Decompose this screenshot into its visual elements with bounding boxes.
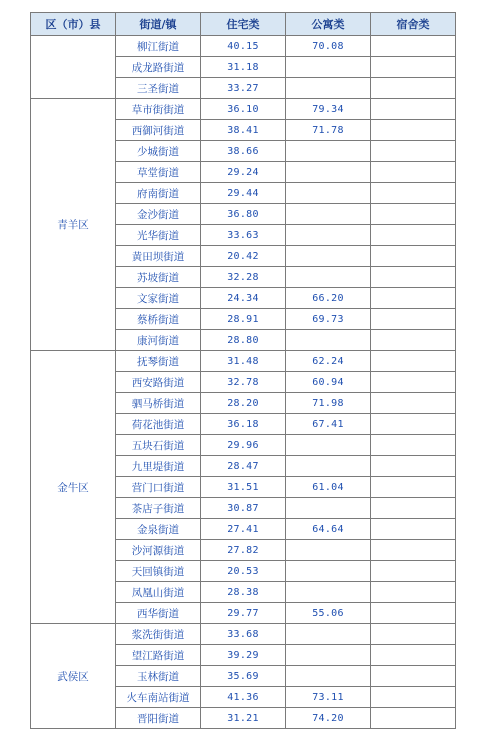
dormitory-price-cell — [371, 393, 456, 414]
apartment-price-cell: 62.24 — [286, 351, 371, 372]
apartment-price-cell — [286, 225, 371, 246]
street-cell: 草市街街道 — [116, 99, 201, 120]
dormitory-price-cell — [371, 267, 456, 288]
street-cell: 晋阳街道 — [116, 708, 201, 729]
dormitory-price-cell — [371, 540, 456, 561]
residential-price-cell: 24.34 — [201, 288, 286, 309]
street-cell: 沙河源街道 — [116, 540, 201, 561]
table-row — [31, 351, 456, 372]
street-cell: 府南街道 — [116, 183, 201, 204]
street-cell: 九里堤街道 — [116, 456, 201, 477]
residential-price-cell: 31.51 — [201, 477, 286, 498]
street-cell: 康河街道 — [116, 330, 201, 351]
street-cell: 黄田坝街道 — [116, 246, 201, 267]
street-cell: 天回镇街道 — [116, 561, 201, 582]
district-cell: 武侯区 — [31, 624, 116, 729]
apartment-price-cell — [286, 78, 371, 99]
header-district: 区（市）县 — [31, 13, 116, 36]
residential-price-cell: 28.47 — [201, 456, 286, 477]
table-row — [31, 99, 456, 120]
dormitory-price-cell — [371, 498, 456, 519]
residential-price-cell: 29.96 — [201, 435, 286, 456]
apartment-price-cell — [286, 246, 371, 267]
dormitory-price-cell — [371, 141, 456, 162]
dormitory-price-cell — [371, 603, 456, 624]
apartment-price-cell — [286, 645, 371, 666]
street-cell: 五块石街道 — [116, 435, 201, 456]
residential-price-cell: 27.41 — [201, 519, 286, 540]
header-dormitory: 宿舍类 — [371, 13, 456, 36]
street-cell: 柳江街道 — [116, 36, 201, 57]
street-cell: 荷花池街道 — [116, 414, 201, 435]
dormitory-price-cell — [371, 309, 456, 330]
apartment-price-cell: 71.78 — [286, 120, 371, 141]
apartment-price-cell — [286, 666, 371, 687]
residential-price-cell: 29.44 — [201, 183, 286, 204]
residential-price-cell: 38.66 — [201, 141, 286, 162]
residential-price-cell: 40.15 — [201, 36, 286, 57]
residential-price-cell: 33.63 — [201, 225, 286, 246]
apartment-price-cell — [286, 183, 371, 204]
table-row — [31, 624, 456, 645]
dormitory-price-cell — [371, 225, 456, 246]
dormitory-price-cell — [371, 645, 456, 666]
dormitory-price-cell — [371, 78, 456, 99]
dormitory-price-cell — [371, 582, 456, 603]
apartment-price-cell: 74.20 — [286, 708, 371, 729]
dormitory-price-cell — [371, 120, 456, 141]
residential-price-cell: 36.10 — [201, 99, 286, 120]
dormitory-price-cell — [371, 288, 456, 309]
residential-price-cell: 35.69 — [201, 666, 286, 687]
residential-price-cell: 20.53 — [201, 561, 286, 582]
street-cell: 浆洗街街道 — [116, 624, 201, 645]
street-cell: 金泉街道 — [116, 519, 201, 540]
district-cell: 青羊区 — [31, 99, 116, 351]
street-cell: 蔡桥街道 — [116, 309, 201, 330]
apartment-price-cell — [286, 204, 371, 225]
street-cell: 光华街道 — [116, 225, 201, 246]
residential-price-cell: 32.78 — [201, 372, 286, 393]
residential-price-cell: 31.18 — [201, 57, 286, 78]
dormitory-price-cell — [371, 708, 456, 729]
street-cell: 文家街道 — [116, 288, 201, 309]
street-cell: 三圣街道 — [116, 78, 201, 99]
dormitory-price-cell — [371, 561, 456, 582]
table-header — [31, 13, 456, 36]
street-cell: 凤凰山街道 — [116, 582, 201, 603]
street-cell: 望江路街道 — [116, 645, 201, 666]
street-cell: 驷马桥街道 — [116, 393, 201, 414]
apartment-price-cell: 55.06 — [286, 603, 371, 624]
apartment-price-cell — [286, 624, 371, 645]
apartment-price-cell — [286, 561, 371, 582]
dormitory-price-cell — [371, 687, 456, 708]
residential-price-cell: 28.80 — [201, 330, 286, 351]
street-cell: 少城街道 — [116, 141, 201, 162]
table-body — [31, 36, 456, 729]
apartment-price-cell — [286, 498, 371, 519]
residential-price-cell: 28.38 — [201, 582, 286, 603]
street-cell: 抚琴街道 — [116, 351, 201, 372]
residential-price-cell: 27.82 — [201, 540, 286, 561]
price-table-container — [30, 12, 455, 729]
header-apartment: 公寓类 — [286, 13, 371, 36]
dormitory-price-cell — [371, 624, 456, 645]
residential-price-cell: 38.41 — [201, 120, 286, 141]
apartment-price-cell: 61.04 — [286, 477, 371, 498]
apartment-price-cell — [286, 540, 371, 561]
apartment-price-cell: 79.34 — [286, 99, 371, 120]
apartment-price-cell — [286, 582, 371, 603]
street-cell: 苏坡街道 — [116, 267, 201, 288]
residential-price-cell: 28.91 — [201, 309, 286, 330]
dormitory-price-cell — [371, 99, 456, 120]
street-cell: 火车南站街道 — [116, 687, 201, 708]
apartment-price-cell — [286, 141, 371, 162]
dormitory-price-cell — [371, 351, 456, 372]
residential-price-cell: 20.42 — [201, 246, 286, 267]
dormitory-price-cell — [371, 477, 456, 498]
table-row — [31, 36, 456, 57]
dormitory-price-cell — [371, 204, 456, 225]
street-cell: 成龙路街道 — [116, 57, 201, 78]
dormitory-price-cell — [371, 666, 456, 687]
street-cell: 西御河街道 — [116, 120, 201, 141]
header-residential: 住宅类 — [201, 13, 286, 36]
street-cell: 西华街道 — [116, 603, 201, 624]
dormitory-price-cell — [371, 435, 456, 456]
apartment-price-cell — [286, 435, 371, 456]
residential-price-cell: 39.29 — [201, 645, 286, 666]
dormitory-price-cell — [371, 57, 456, 78]
apartment-price-cell — [286, 162, 371, 183]
dormitory-price-cell — [371, 246, 456, 267]
apartment-price-cell: 69.73 — [286, 309, 371, 330]
header-street: 街道/镇 — [116, 13, 201, 36]
apartment-price-cell: 67.41 — [286, 414, 371, 435]
dormitory-price-cell — [371, 519, 456, 540]
header-row — [31, 13, 456, 36]
dormitory-price-cell — [371, 372, 456, 393]
street-cell: 玉林街道 — [116, 666, 201, 687]
apartment-price-cell — [286, 267, 371, 288]
apartment-price-cell: 60.94 — [286, 372, 371, 393]
street-cell: 金沙街道 — [116, 204, 201, 225]
residential-price-cell: 30.87 — [201, 498, 286, 519]
apartment-price-cell — [286, 57, 371, 78]
dormitory-price-cell — [371, 456, 456, 477]
residential-price-cell: 36.80 — [201, 204, 286, 225]
apartment-price-cell: 70.08 — [286, 36, 371, 57]
street-cell: 茶店子街道 — [116, 498, 201, 519]
street-cell: 草堂街道 — [116, 162, 201, 183]
apartment-price-cell: 64.64 — [286, 519, 371, 540]
apartment-price-cell: 71.98 — [286, 393, 371, 414]
residential-price-cell: 31.21 — [201, 708, 286, 729]
dormitory-price-cell — [371, 330, 456, 351]
dormitory-price-cell — [371, 183, 456, 204]
dormitory-price-cell — [371, 36, 456, 57]
apartment-price-cell: 73.11 — [286, 687, 371, 708]
residential-price-cell: 33.68 — [201, 624, 286, 645]
residential-price-cell: 28.20 — [201, 393, 286, 414]
dormitory-price-cell — [371, 414, 456, 435]
residential-price-cell: 29.77 — [201, 603, 286, 624]
price-table — [30, 12, 456, 729]
residential-price-cell: 41.36 — [201, 687, 286, 708]
apartment-price-cell — [286, 330, 371, 351]
street-cell: 西安路街道 — [116, 372, 201, 393]
residential-price-cell: 32.28 — [201, 267, 286, 288]
residential-price-cell: 29.24 — [201, 162, 286, 183]
district-cell: 金牛区 — [31, 351, 116, 624]
residential-price-cell: 36.18 — [201, 414, 286, 435]
district-cell — [31, 36, 116, 99]
apartment-price-cell: 66.20 — [286, 288, 371, 309]
street-cell: 营门口街道 — [116, 477, 201, 498]
residential-price-cell: 33.27 — [201, 78, 286, 99]
dormitory-price-cell — [371, 162, 456, 183]
residential-price-cell: 31.48 — [201, 351, 286, 372]
apartment-price-cell — [286, 456, 371, 477]
